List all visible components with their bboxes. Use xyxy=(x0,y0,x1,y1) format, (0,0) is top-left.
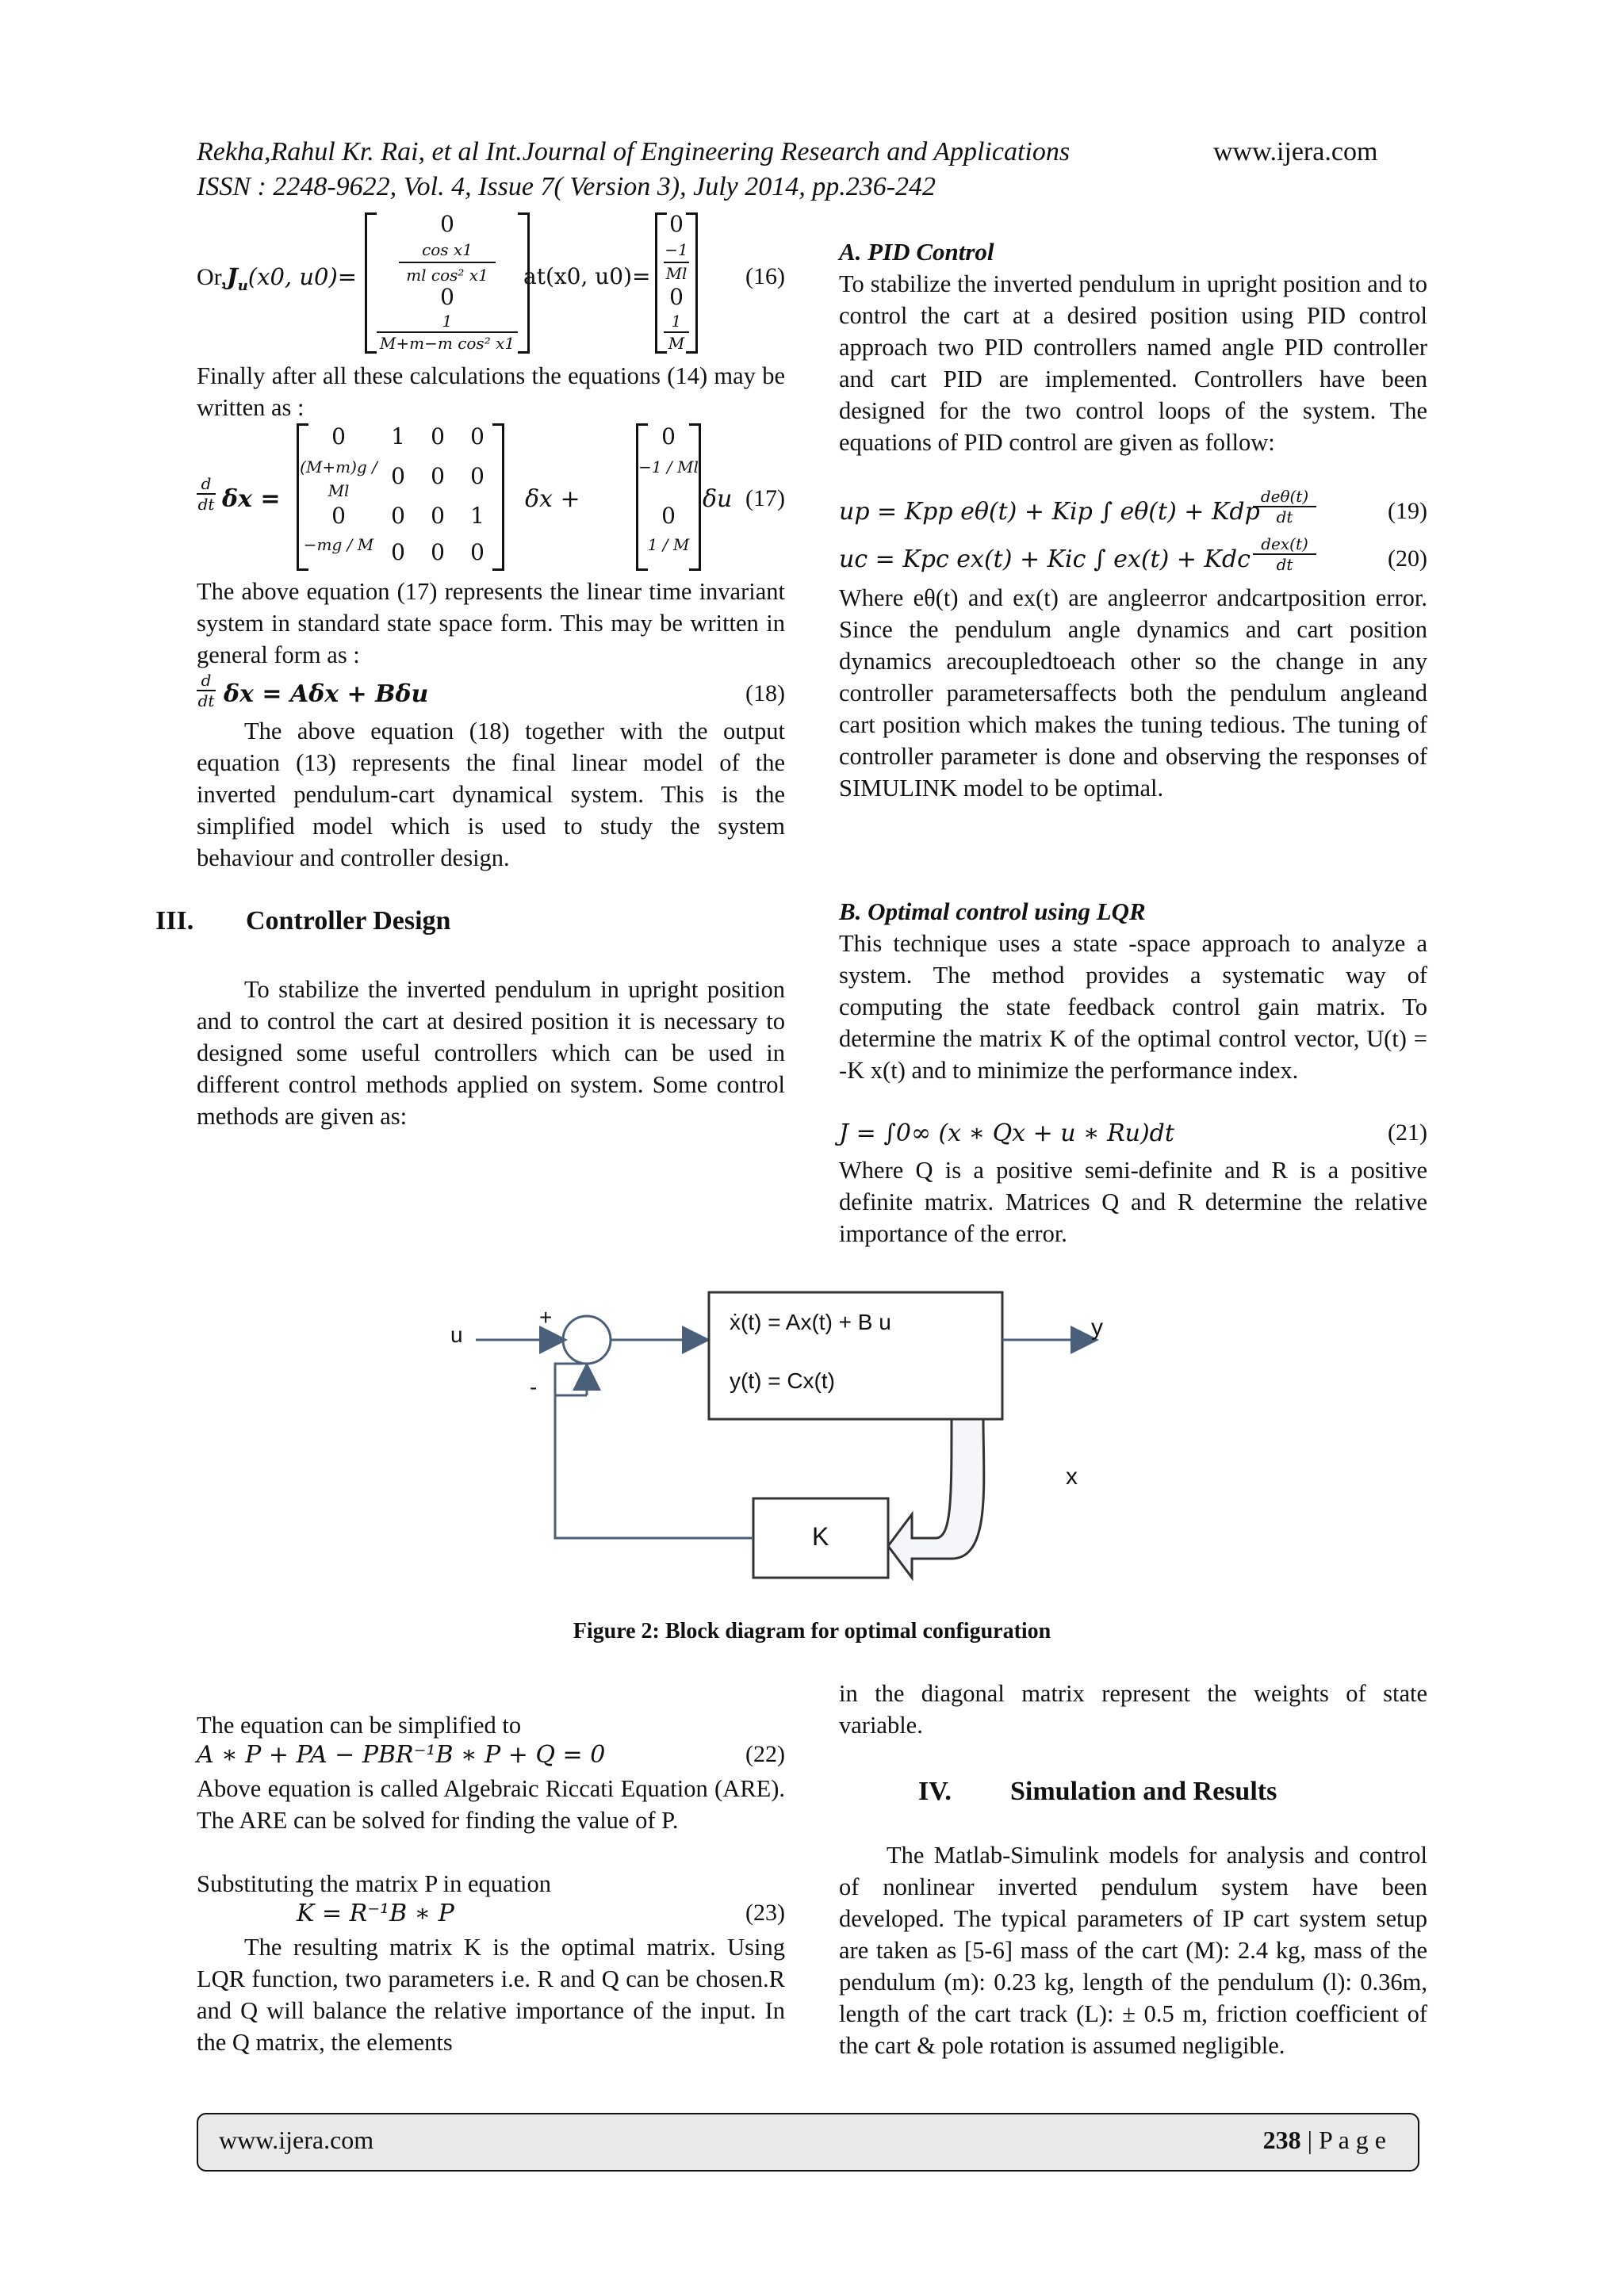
equation-16: $Or,J_u(x0$, u0)= 0 cos x1 ml cos² x1 0 1 M+m−m cos² x1 at(x0, u0)= 0 −1 Ml 0 1 M (16) xyxy=(197,211,785,353)
equation-19: up = Kpp eθ(t) + Kip ∫ eθ(t) + Kdp deθ(t) dt (19) xyxy=(839,487,1427,526)
left-paragraph-1: Finally after all these calculations the equations (14) may be written as : xyxy=(197,362,785,421)
equation-21: J = ∫0∞ (x ∗ Qx + u ∗ Ru)dt (21) xyxy=(839,1119,1427,1147)
section-4-title: Simulation and Results xyxy=(1010,1777,1277,1806)
right-paragraph-a: To stabilize the inverted pendulum in upright position and to control the cart at a desired position using PID control approach two PID controllers named angle PID controller and cart PID are implemented. Controllers have been designed for the two control loops of the system. The equations of PID control are given as follow: xyxy=(839,270,1427,456)
input-matrix-B: 0 −1 / Ml 0 1 / M xyxy=(636,423,701,571)
output-label: y xyxy=(1091,1314,1103,1341)
state-label: x xyxy=(1066,1464,1078,1490)
jacobian-vector-1: 0 cos x1 ml cos² x1 0 1 M+m−m cos² x1 xyxy=(365,212,530,354)
plus-sign: + xyxy=(539,1305,553,1330)
output-equation: y(t) = Cx(t) xyxy=(730,1368,835,1393)
equation-23: K = R⁻¹B ∗ P (23) xyxy=(297,1900,785,1927)
left-paragraph-4: To stabilize the inverted pendulum in upright position and to control the cart at desired position it is necessary to designed some useful controllers which can be used in different control methods applied on system. Some control methods are given as: xyxy=(197,976,785,1130)
subsection-a-title: A. PID Control xyxy=(839,238,994,266)
page-footer xyxy=(197,2113,1419,2172)
jacobian-vector-2: 0 −1 Ml 0 1 M xyxy=(655,212,698,354)
right-paragraph-a2: Where eθ(t) and ex(t) are angleerror andcartposition error. Since the pendulum angle dynamics and cart position dynamics arecoupledtoeach other so the change in any controller parametersaffects both the pendulum angleand cart position which makes the tuning tedious. The tuning of controller parameter is done and observing the responses of SIMULINK model to be optimal. xyxy=(839,584,1427,802)
lower-left-paragraph-4: The resulting matrix K is the optimal matrix. Using LQR function, two parameters i.e. R and Q can be chosen.R and Q will balance the relative importance of the input. In the Q matrix, the elements xyxy=(197,1934,785,2056)
left-paragraph-2: The above equation (17) represents the linear time invariant system in standard state space form. This may be written in general form as : xyxy=(197,578,785,668)
state-equation: ẋ(t) = Ax(t) + B u xyxy=(730,1310,891,1334)
lower-left-paragraph-3: Substituting the matrix P in equation xyxy=(197,1870,552,1897)
section-3-number: III. xyxy=(155,906,194,936)
state-matrix-A: 0 1 0 0 (M+m)g / Ml 0 0 0 0 0 0 1 −mg / M 0 0 0 xyxy=(297,423,504,571)
equation-22: A ∗ P + PA − PBR⁻¹B ∗ P + Q = 0 (22) xyxy=(197,1741,785,1769)
lower-right-paragraph-1: in the diagonal matrix represent the weights of state variable. xyxy=(839,1680,1427,1739)
gain-label: K xyxy=(812,1522,829,1551)
header-citation: Rekha,Rahul Kr. Rai, et al Int.Journal of Engineering Research and Applications xyxy=(197,137,1071,166)
header-issn: ISSN : 2248-9622, Vol. 4, Issue 7( Version 3), July 2014, pp.236-242 xyxy=(197,172,936,201)
right-paragraph-b: This technique uses a state -space approach to analyze a system. The method provides a systematic way of computing the state feedback control gain matrix. To determine the matrix K of the optimal control vector, U(t) = -K x(t) and to minimize the performance index. xyxy=(839,930,1427,1084)
equation-17: d dt δx = 0 1 0 0 (M+m)g / Ml 0 0 0 0 0 0 1 −mg / M 0 0 0 δx + 0 −1 / Ml 0 1 / M δu (17) xyxy=(197,420,785,579)
subsection-b-title: B. Optimal control using LQR xyxy=(839,897,1146,925)
lower-left-paragraph-2: Above equation is called Algebraic Riccati Equation (ARE). The ARE can be solved for finding the value of P. xyxy=(197,1775,785,1834)
equation-18: d dt δx = Aδx + Bδu (18) xyxy=(197,671,785,710)
summing-junction xyxy=(563,1316,611,1364)
feedback-line xyxy=(555,1364,753,1538)
lower-left-paragraph-1: The equation can be simplified to xyxy=(197,1712,522,1739)
header-website[interactable]: www.ijera.com xyxy=(1213,137,1378,166)
left-paragraph-3: The above equation (18) together with the output equation (13) represents the final linear model of the inverted pendulum-cart dynamical system. This is the simplified model which is used to study the system behaviour and controller design. xyxy=(197,718,785,871)
section-3-title: Controller Design xyxy=(246,906,451,936)
equation-20: uc = Kpc ex(t) + Kic ∫ ex(t) + Kdc dex(t) dt (20) xyxy=(839,534,1427,574)
lower-right-paragraph-2: The Matlab-Simulink models for analysis and control of nonlinear inverted pendulum system have been developed. The typical parameters of IP cart system setup are taken as [5-6] mass of the cart (M): 2.4 kg, mass of the pendulum (m): 0.23 kg, length of the pendulum (l): 0.36m, length of the cart track (L): ± 0.5 m, friction coefficient of the cart & pole rotation is assumed negligible. xyxy=(839,1842,1427,2059)
figure-2-block-diagram xyxy=(444,1276,1142,1617)
state-feedback-arrow xyxy=(888,1419,984,1578)
footer-website[interactable]: www.ijera.com xyxy=(219,2126,374,2154)
input-label: u xyxy=(450,1322,463,1347)
right-paragraph-b2: Where Q is a positive semi-definite and R is a positive definite matrix. Matrices Q and R determine the relative importance of the error. xyxy=(839,1157,1427,1247)
figure-2-caption: Figure 2: Block diagram for optimal configuration xyxy=(573,1619,1051,1644)
footer-page-number: 238 | P a g e xyxy=(1262,2126,1386,2154)
minus-sign: - xyxy=(530,1375,538,1399)
section-4-number: IV. xyxy=(918,1777,952,1806)
